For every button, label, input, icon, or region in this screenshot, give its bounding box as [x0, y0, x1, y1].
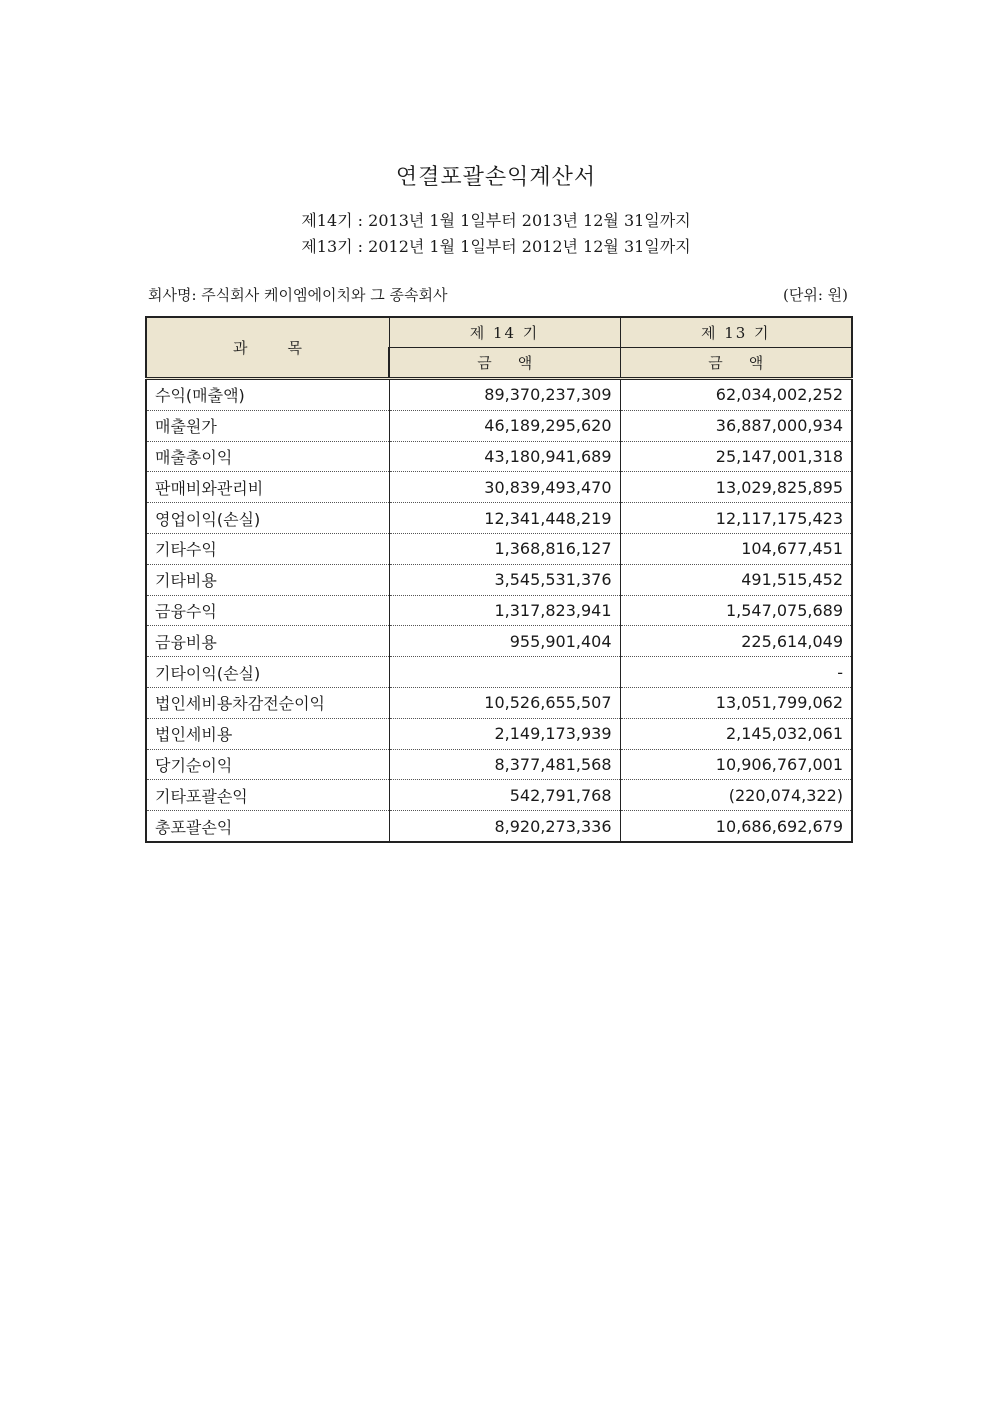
row-item: 총포괄손익	[146, 811, 389, 842]
row-current-amount: 1,368,816,127	[389, 533, 620, 564]
row-item: 매출원가	[146, 410, 389, 441]
page-title: 연결포괄손익계산서	[395, 165, 597, 190]
row-item: 영업이익(손실)	[146, 503, 389, 534]
row-current-amount: 30,839,493,470	[389, 472, 620, 503]
company-name: 회사명: 주식회사 케이엠에이치와 그 종속회사	[148, 286, 448, 304]
row-current-amount: 89,370,237,309	[389, 379, 620, 411]
row-current-amount: 2,149,173,939	[389, 718, 620, 749]
row-prior-amount: 62,034,002,252	[620, 379, 852, 411]
table-row	[146, 533, 852, 564]
row-prior-amount: 10,686,692,679	[620, 811, 852, 842]
table-row	[146, 472, 852, 503]
table-body	[146, 379, 852, 842]
row-prior-amount: 12,117,175,423	[620, 503, 852, 534]
row-item: 수익(매출액)	[146, 379, 389, 411]
row-item: 판매비와관리비	[146, 472, 389, 503]
table-row	[146, 441, 852, 472]
header-subject: 과목	[146, 317, 389, 379]
row-current-amount	[389, 657, 620, 688]
row-prior-amount: 10,906,767,001	[620, 749, 852, 780]
table-row	[146, 749, 852, 780]
header-period-current: 제 14 기	[389, 317, 620, 348]
row-current-amount: 46,189,295,620	[389, 410, 620, 441]
table-row	[146, 503, 852, 534]
row-item: 법인세비용	[146, 718, 389, 749]
table-row	[146, 626, 852, 657]
table-row	[146, 780, 852, 811]
row-current-amount: 12,341,448,219	[389, 503, 620, 534]
row-item: 기타포괄손익	[146, 780, 389, 811]
row-item: 기타비용	[146, 564, 389, 595]
row-prior-amount: (220,074,322)	[620, 780, 852, 811]
table-row	[146, 657, 852, 688]
period-prior-line: 제13기 : 2012년 1월 1일부터 2012년 12월 31일까지	[301, 237, 691, 256]
header-period-prior: 제 13 기	[620, 317, 852, 348]
row-current-amount: 10,526,655,507	[389, 687, 620, 718]
header-amount-prior: 금액	[620, 348, 852, 379]
currency-unit: (단위: 원)	[783, 286, 848, 304]
row-item: 기타수익	[146, 533, 389, 564]
row-prior-amount: 13,051,799,062	[620, 687, 852, 718]
row-prior-amount: 104,677,451	[620, 533, 852, 564]
row-item: 법인세비용차감전순이익	[146, 687, 389, 718]
row-current-amount: 542,791,768	[389, 780, 620, 811]
row-prior-amount: 36,887,000,934	[620, 410, 852, 441]
row-current-amount: 8,377,481,568	[389, 749, 620, 780]
header-amount-current: 금액	[389, 348, 620, 379]
row-item: 금융비용	[146, 626, 389, 657]
row-item: 기타이익(손실)	[146, 657, 389, 688]
row-item: 금융수익	[146, 595, 389, 626]
row-prior-amount: 1,547,075,689	[620, 595, 852, 626]
period-current-line: 제14기 : 2013년 1월 1일부터 2013년 12월 31일까지	[301, 211, 691, 230]
table-row	[146, 564, 852, 595]
table-row	[146, 379, 852, 411]
row-prior-amount: -	[620, 657, 852, 688]
row-current-amount: 8,920,273,336	[389, 811, 620, 842]
table-row	[146, 718, 852, 749]
row-prior-amount: 491,515,452	[620, 564, 852, 595]
header-row-periods	[146, 317, 852, 348]
row-current-amount: 43,180,941,689	[389, 441, 620, 472]
row-prior-amount: 225,614,049	[620, 626, 852, 657]
row-prior-amount: 2,145,032,061	[620, 718, 852, 749]
income-statement-table	[145, 316, 853, 843]
row-item: 매출총이익	[146, 441, 389, 472]
row-current-amount: 955,901,404	[389, 626, 620, 657]
row-prior-amount: 25,147,001,318	[620, 441, 852, 472]
table-row	[146, 595, 852, 626]
row-current-amount: 3,545,531,376	[389, 564, 620, 595]
row-prior-amount: 13,029,825,895	[620, 472, 852, 503]
table-row	[146, 811, 852, 842]
row-item: 당기순이익	[146, 749, 389, 780]
row-current-amount: 1,317,823,941	[389, 595, 620, 626]
table-row	[146, 410, 852, 441]
table-row	[146, 687, 852, 718]
